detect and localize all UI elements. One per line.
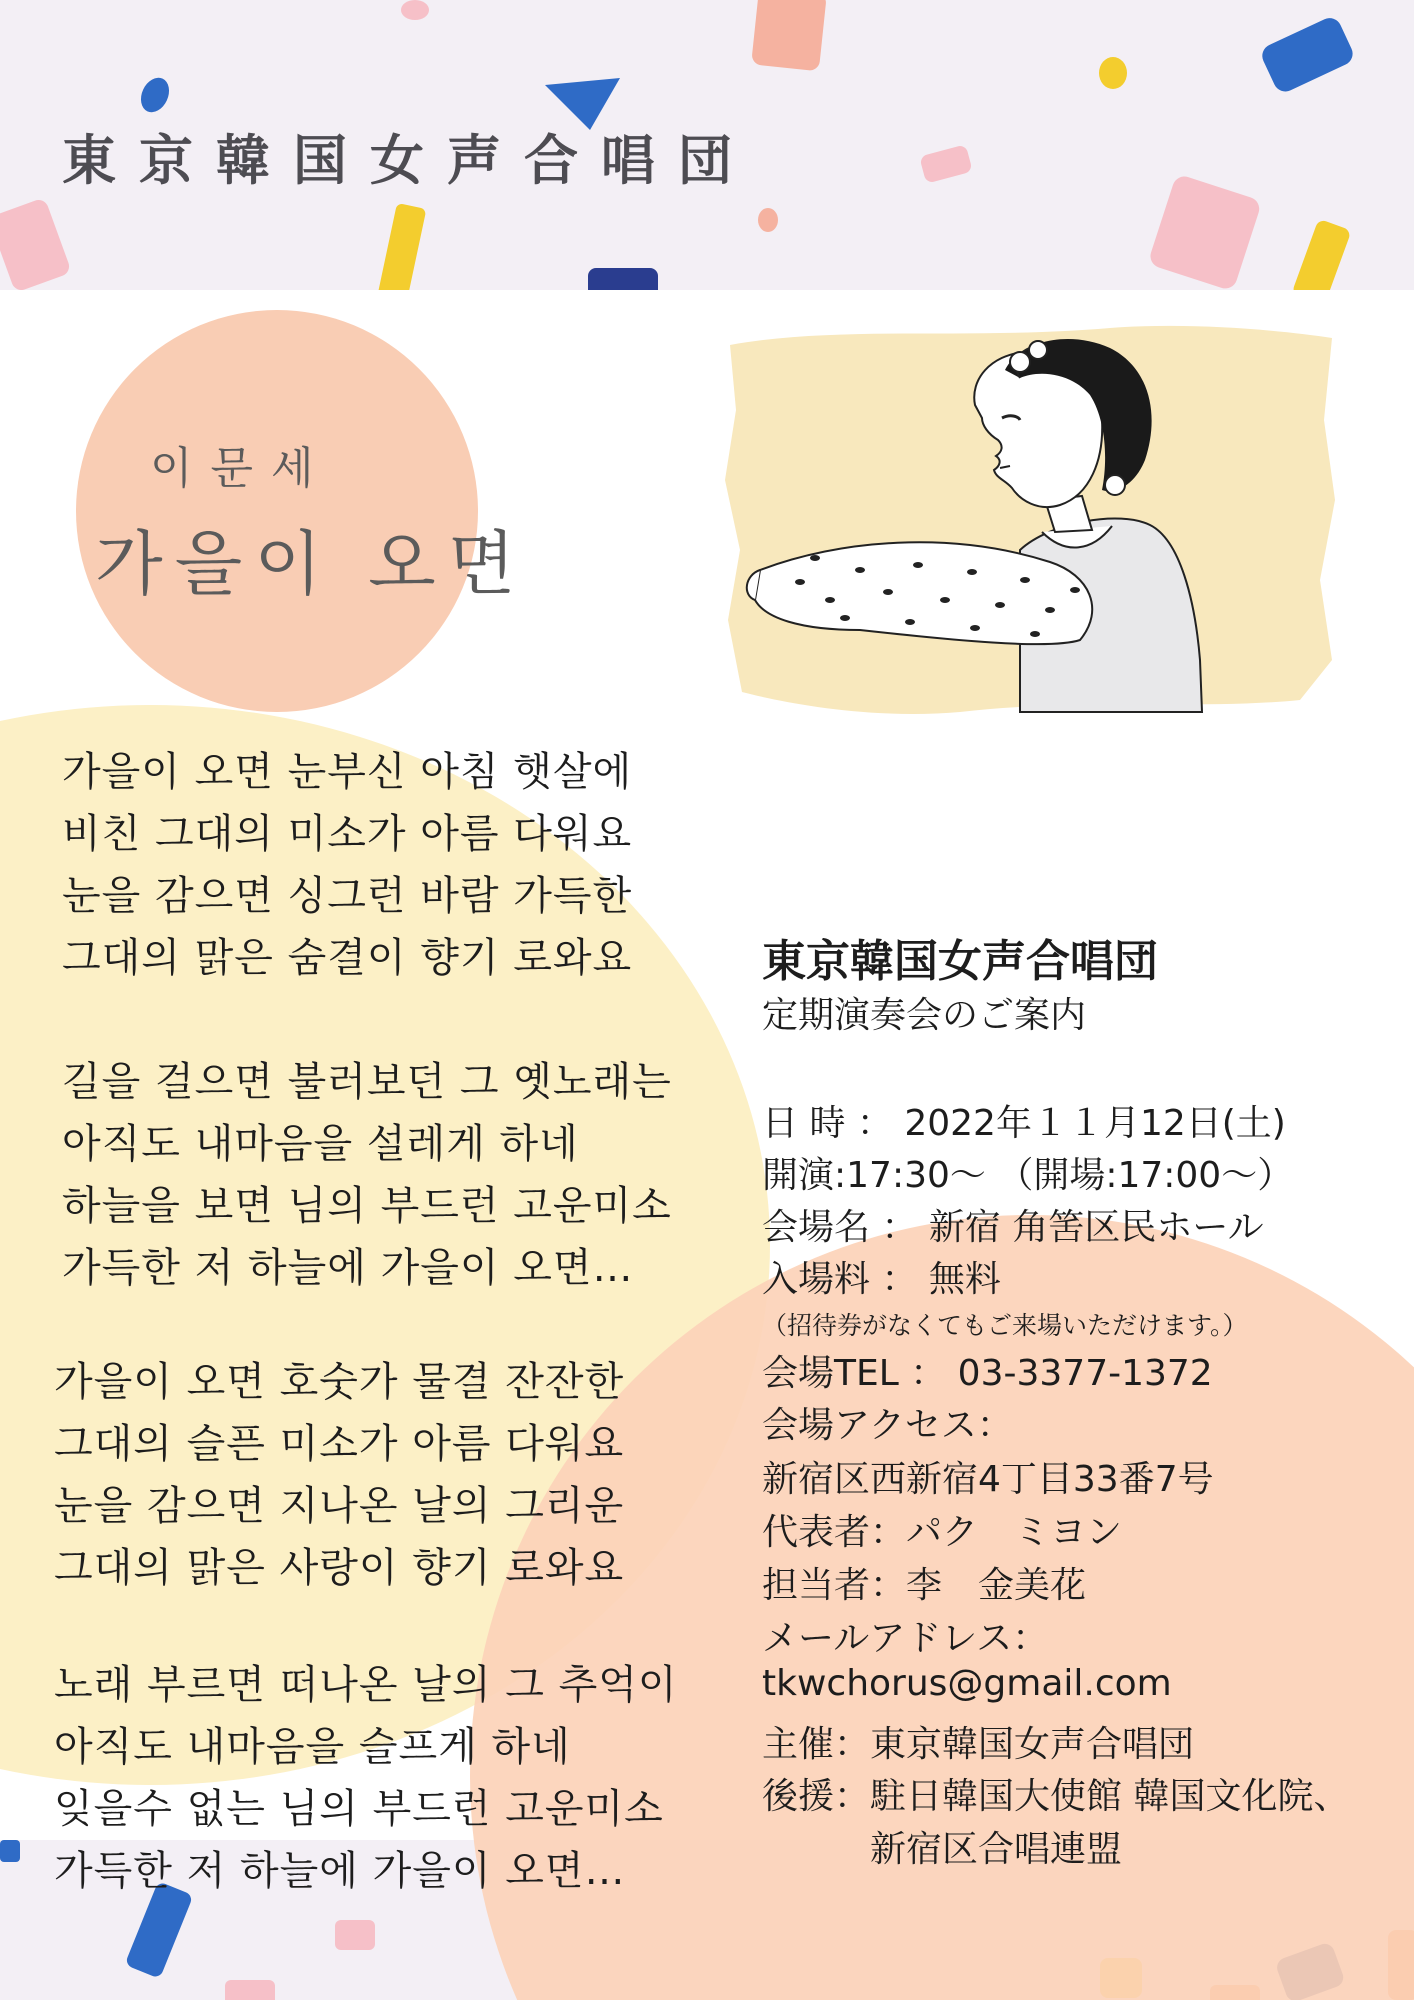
- lyric-line: 노래 부르면 떠나온 날의 그 추억이: [54, 1662, 678, 1708]
- info-venue: 会場名 ： 新宿 角筈区民ホール: [762, 1207, 1264, 1248]
- lyric-line: 비친 그대의 미소가 아름 다워요: [62, 811, 633, 857]
- lyric-line: 가을이 오면 호숫가 물결 잔잔한: [54, 1359, 625, 1405]
- info-sponsor-cont: 新宿区合唱連盟: [762, 1829, 1123, 1870]
- lyrics-stanza-3: [54, 1351, 624, 1599]
- info-email[interactable]: tkwchorus@gmail.com: [762, 1663, 1172, 1704]
- info-contact-person: 担当者：李 金美花: [762, 1565, 1087, 1606]
- lyric-line: 아직도 내마음을 설레게 하네: [62, 1121, 579, 1167]
- lyric-line: 눈을 감으면 지나온 날의 그리운: [54, 1483, 625, 1529]
- lyric-line: 가을이 오면 눈부신 아침 햇살에: [62, 749, 633, 795]
- info-address: 新宿区西新宿4丁目33番7号: [762, 1459, 1214, 1500]
- info-venue-phone: 会場TEL ： 03-3377-1372: [762, 1353, 1213, 1394]
- lyric-line: 잊을수 없는 님의 부드런 고운미소: [54, 1786, 664, 1832]
- lyric-line: 그대의 맑은 사랑이 향기 로와요: [54, 1545, 625, 1591]
- lyric-line: 가득한 저 하늘에 가을이 오면…: [54, 1848, 626, 1894]
- info-admission-note: （招待券がなくてもご来場いただけます。）: [762, 1311, 1248, 1340]
- header-title: 東京韓国女声合唱団: [62, 129, 755, 192]
- lyrics-stanza-1: [62, 741, 632, 989]
- lyric-line: 눈을 감으면 싱그런 바람 가득한: [62, 873, 633, 919]
- lyric-line: 그대의 맑은 숨결이 향기 로와요: [62, 935, 633, 981]
- lyric-line: 그대의 슬픈 미소가 아름 다워요: [54, 1421, 625, 1467]
- info-start-time: 開演:17:30～ （開場:17:00～）: [762, 1155, 1294, 1196]
- info-date: 日 時 ： 2022年１１月12日(土): [762, 1103, 1286, 1144]
- info-admission: 入場料 ： 無料: [762, 1259, 1001, 1300]
- info-email-label: メールアドレス：: [762, 1618, 1049, 1659]
- lyric-line: 가득한 저 하늘에 가을이 오면…: [62, 1245, 634, 1291]
- song-author: 이문세: [150, 443, 332, 494]
- lyrics-stanza-2: [62, 1051, 672, 1299]
- info-representative: 代表者：パク ミヨン: [762, 1512, 1123, 1553]
- lyric-line: 하늘을 보면 님의 부드런 고운미소: [62, 1183, 672, 1229]
- girl-illustration: [720, 300, 1340, 750]
- info-subtitle: 定期演奏会のご案内: [762, 995, 1087, 1036]
- song-title: 가을이 오면: [95, 523, 528, 605]
- info-organization: 東京韓国女声合唱団: [762, 936, 1158, 987]
- lyrics-stanza-4: [54, 1654, 678, 1902]
- info-organizer: 主催：東京韓国女声合唱団: [762, 1724, 1195, 1765]
- info-access-label: 会場アクセス：: [762, 1405, 1013, 1446]
- info-sponsor: 後援：駐日韓国大使館 韓国文化院、: [762, 1776, 1350, 1817]
- lyric-line: 길을 걸으면 불러보던 그 옛노래는: [62, 1059, 672, 1105]
- lyric-line: 아직도 내마음을 슬프게 하네: [54, 1724, 571, 1770]
